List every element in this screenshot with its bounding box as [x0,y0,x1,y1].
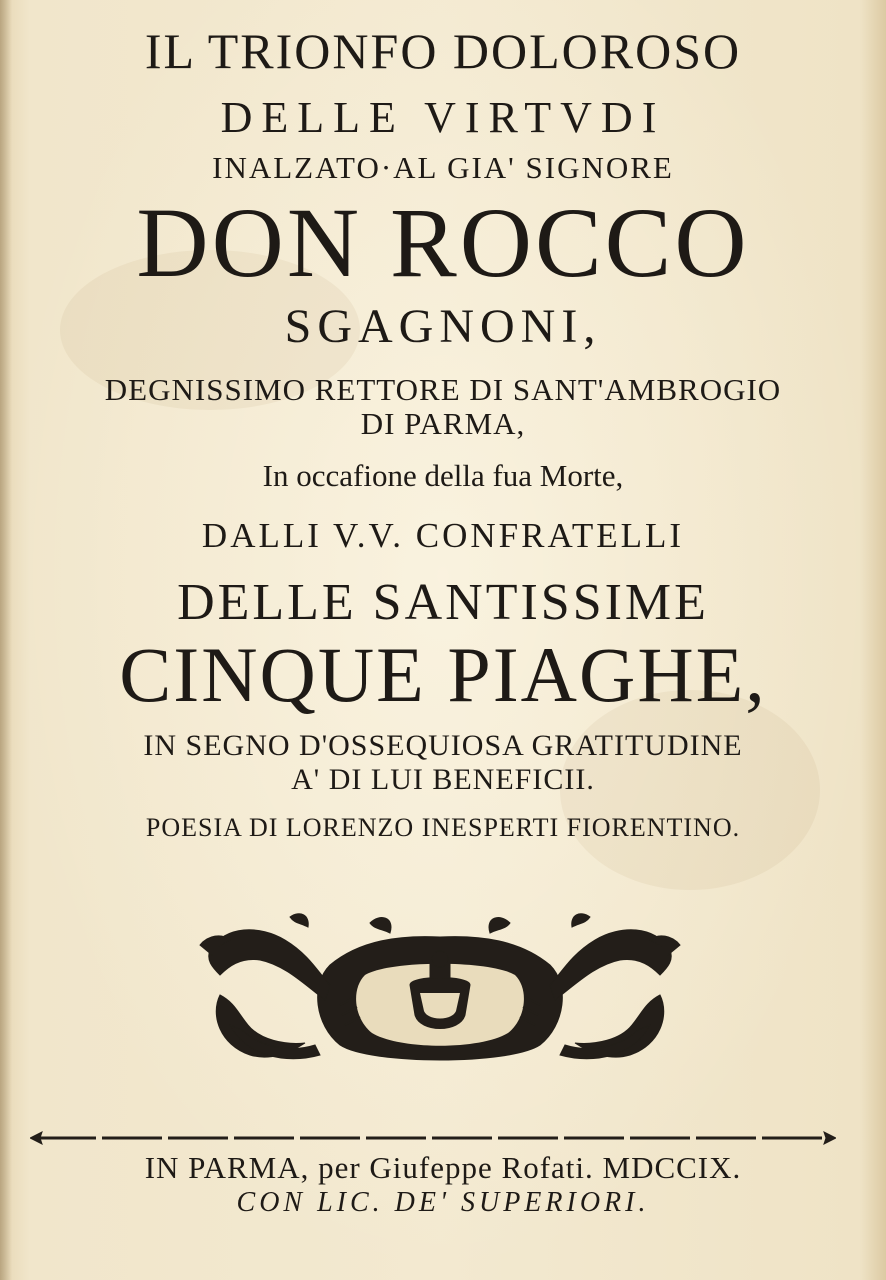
title-name-line: DON ROCCO [136,187,750,298]
title-surname-line: SGAGNONI, [284,300,602,353]
imprint-line: IN PARMA, per Giufeppe Rofati. MDCCIX. [144,1150,742,1185]
author-line: POESIA DI LORENZO INESPERTI FIORENTINO. [145,813,741,842]
title-line-9: DALLI V.V. CONFRATELLI [201,516,685,555]
title-line-3: INALZATO·AL GIA' SIGNORE [212,150,674,185]
woodcut-cartouche-ornament-icon [190,905,690,1070]
title-line-13: A' DI LUI BENEFICII. [291,763,595,796]
title-line-11: CINQUE PIAGHE, [119,631,767,718]
title-line-10: DELLE SANTISSIME [177,574,709,631]
license-line: CON LIC. DE' SUPERIORI. [236,1187,650,1218]
title-line-7: DI PARMA, [360,406,526,441]
title-line-8: In occafione della fua Morte, [262,458,624,493]
title-line-12: IN SEGNO D'OSSEQUIOSA GRATITUDINE [143,729,743,762]
title-line-2: DELLE VIRTVDI [220,93,666,142]
title-line-6: DEGNISSIMO RETTORE DI SANT'AMBROGIO [104,372,782,407]
title-line-1: IL TRIONFO DOLOROSO [144,23,742,79]
decorative-rule [30,1128,836,1148]
